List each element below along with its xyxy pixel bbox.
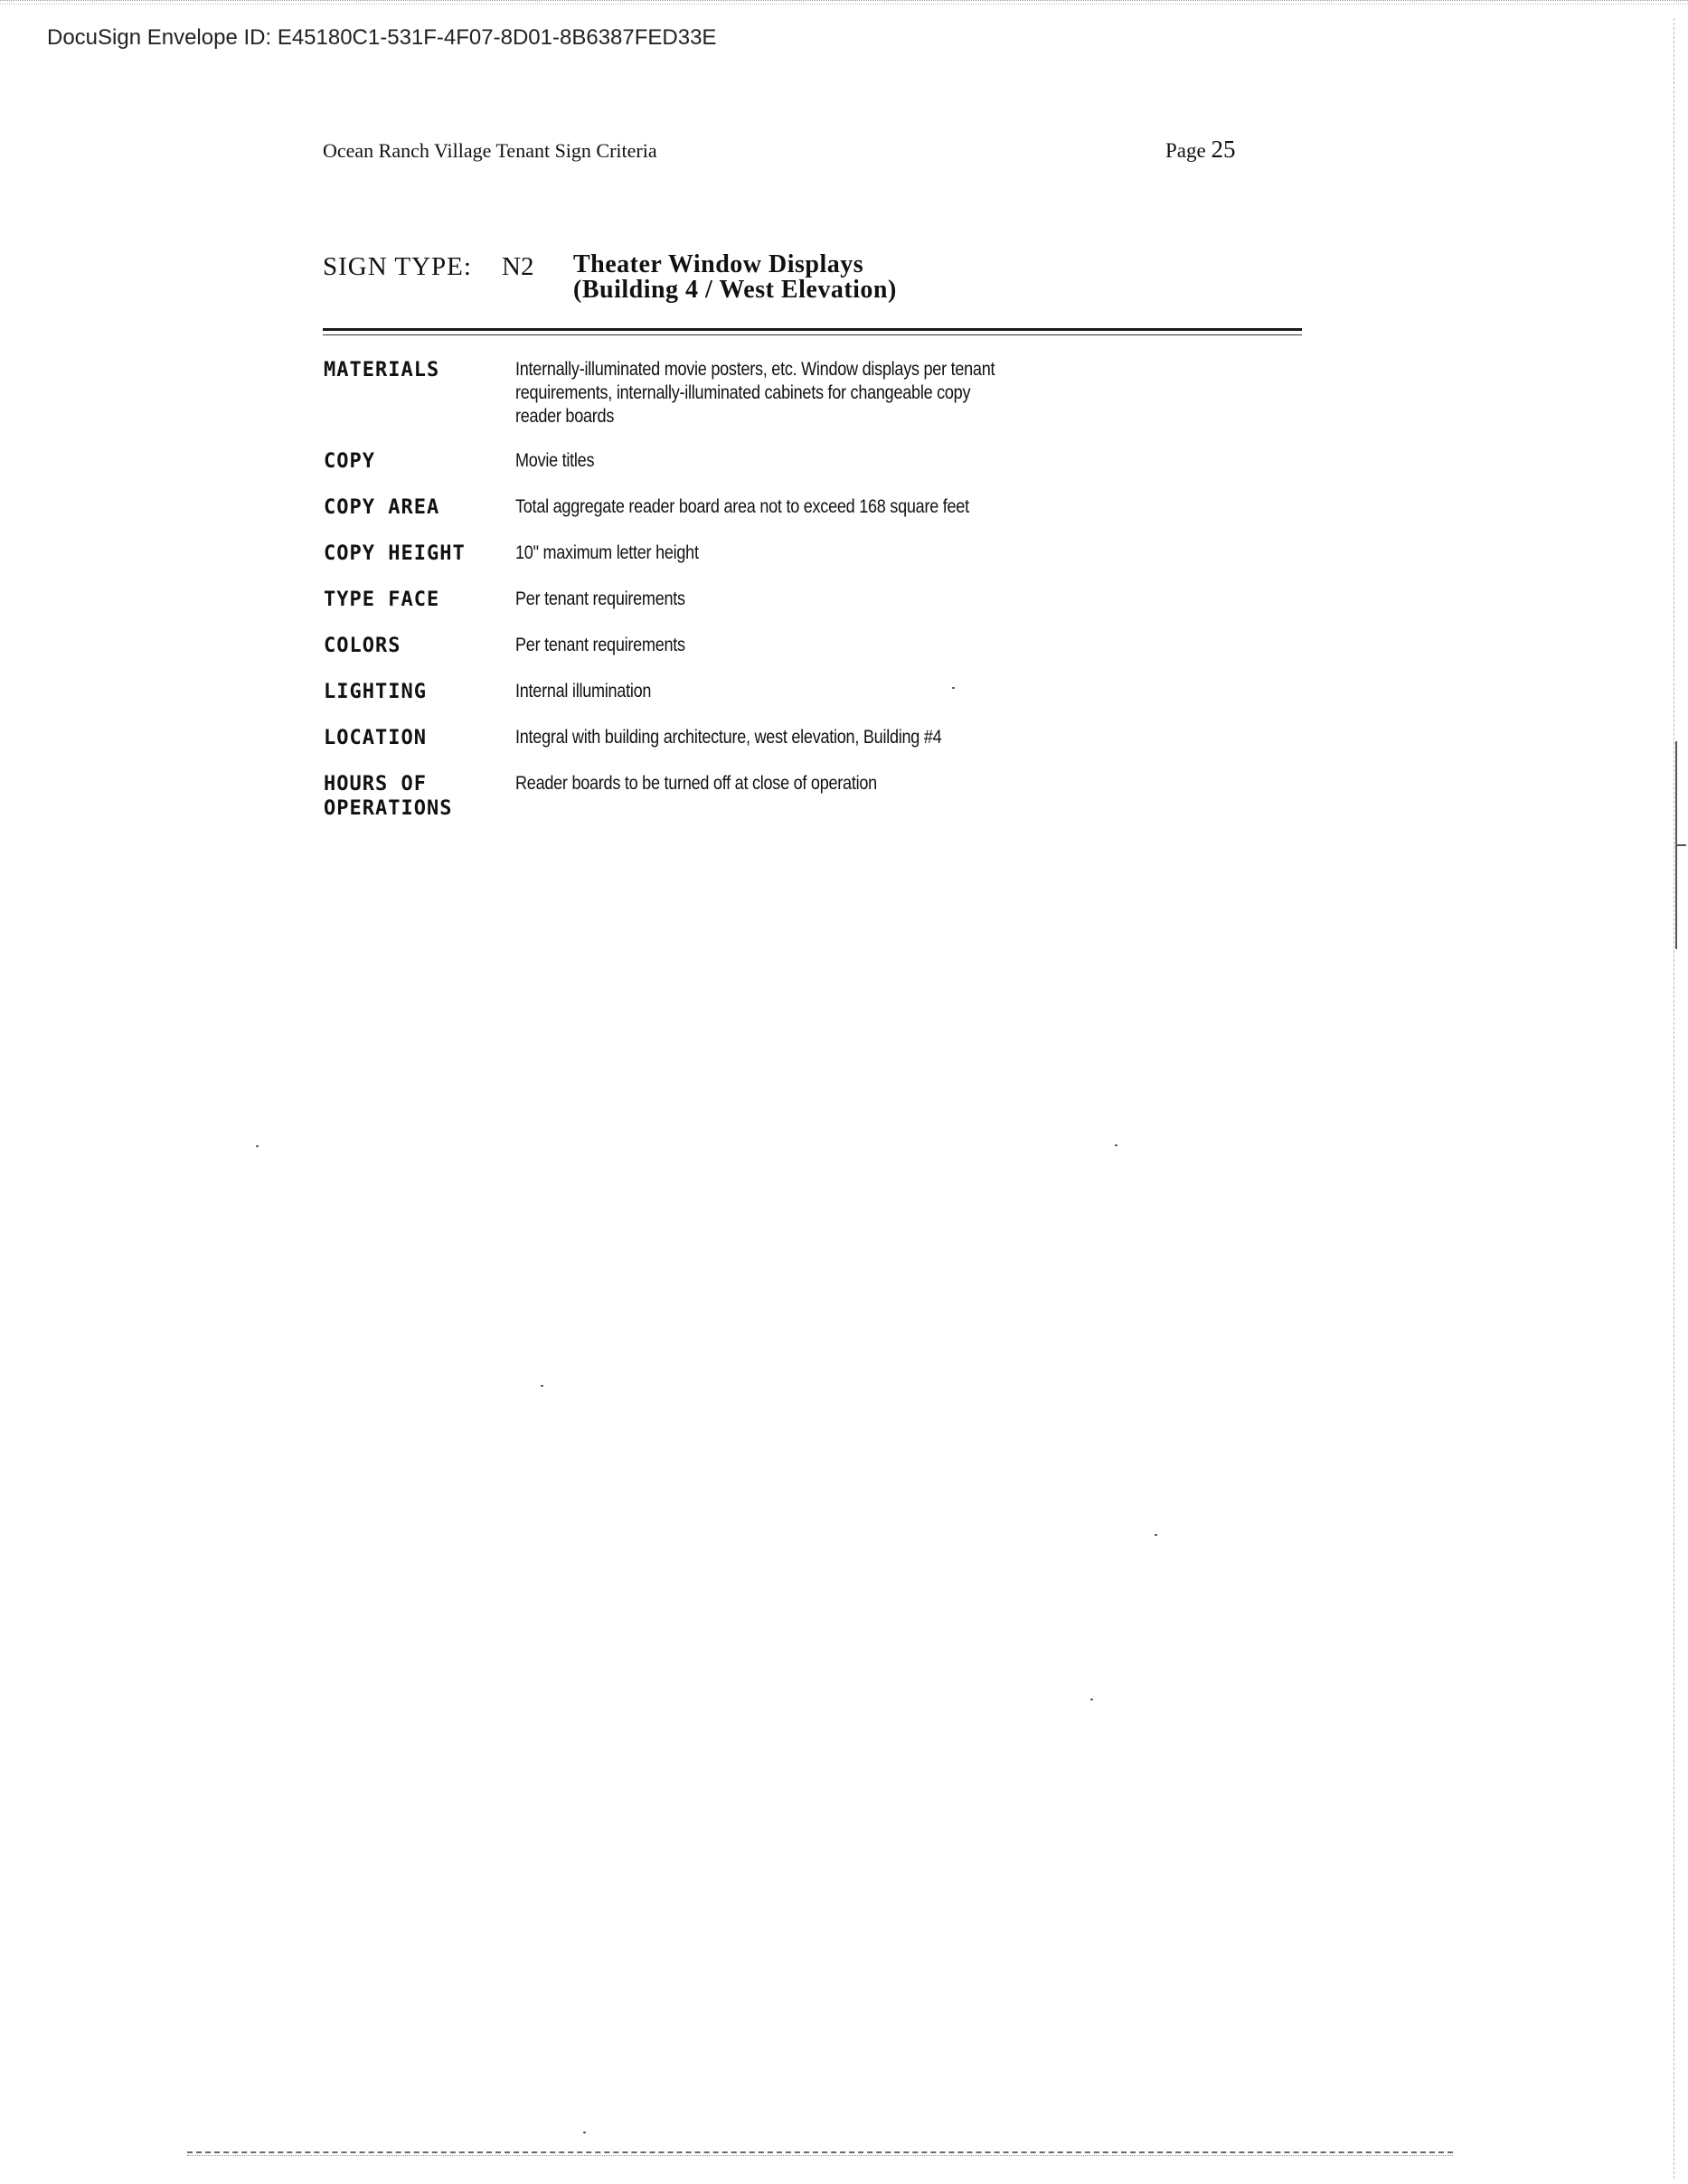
page-number <box>1165 136 1235 164</box>
spec-row-copy-height <box>324 541 1137 588</box>
scan-speck <box>952 687 955 689</box>
spec-label: COLORS <box>324 635 401 657</box>
spec-label: LOCATION <box>324 727 427 749</box>
sign-type-title-line2: (Building 4 / West Elevation) <box>573 276 897 304</box>
scan-speck <box>256 1145 259 1147</box>
scan-speck <box>1155 1534 1157 1536</box>
spec-row-copy <box>324 449 1137 495</box>
sign-type-title-line1: Theater Window Displays <box>573 250 864 278</box>
docusign-envelope-id: DocuSign Envelope ID: E45180C1-531F-4F07-8D01-8B6387FED33E <box>47 25 717 50</box>
header-rule-thin <box>323 334 1302 335</box>
spec-value: Integral with building architecture, west elevation, Building #4 <box>515 727 942 748</box>
spec-row-materials <box>324 358 1137 449</box>
scan-top-border <box>0 0 1688 5</box>
sign-type-label: SIGN TYPE: <box>323 252 472 281</box>
scan-speck <box>541 1385 543 1387</box>
spec-row-copy-area <box>324 495 1137 541</box>
spec-label: COPY HEIGHT <box>324 542 466 565</box>
spec-label: HOURS OF OPERATIONS <box>324 773 453 820</box>
spec-row-colors <box>324 634 1137 680</box>
spec-value: Internally-illuminated movie posters, etc. Window displays per tenant requirements, internally-illuminated cabinets for changeable copy reader boards <box>515 359 995 427</box>
sign-type-title <box>573 252 897 303</box>
spec-label: TYPE FACE <box>324 588 440 611</box>
scan-speck <box>1115 1144 1117 1146</box>
header-rule-thick <box>323 328 1302 331</box>
spec-row-hours-of-operations <box>324 772 1137 826</box>
document-title: Ocean Ranch Village Tenant Sign Criteria <box>323 139 657 162</box>
scan-right-tick <box>1675 844 1686 846</box>
scan-bottom-edge <box>187 2151 1453 2153</box>
scan-speck <box>1090 1699 1093 1700</box>
scan-speck <box>583 2132 586 2133</box>
spec-value: Total aggregate reader board area not to exceed 168 square feet <box>515 496 969 517</box>
spec-value: 10" maximum letter height <box>515 542 699 563</box>
spec-value: Movie titles <box>515 450 595 471</box>
spec-value: Reader boards to be turned off at close of operation <box>515 773 877 794</box>
spec-label: MATERIALS <box>324 359 440 381</box>
spec-value: Per tenant requirements <box>515 588 685 609</box>
spec-label: COPY AREA <box>324 496 440 519</box>
spec-table <box>324 358 1137 826</box>
spec-row-lighting <box>324 680 1137 726</box>
spec-value: Per tenant requirements <box>515 635 685 655</box>
spec-label: COPY <box>324 450 375 473</box>
scan-bottom-edge-faint <box>187 2155 1453 2156</box>
spec-value: Internal illumination <box>515 681 652 701</box>
spec-label: LIGHTING <box>324 681 427 703</box>
spec-row-type-face <box>324 588 1137 634</box>
sign-type-code: N2 <box>502 252 534 281</box>
spec-row-location <box>324 726 1137 772</box>
page-number-label: Page <box>1165 139 1206 162</box>
page-number-value: 25 <box>1211 136 1236 163</box>
